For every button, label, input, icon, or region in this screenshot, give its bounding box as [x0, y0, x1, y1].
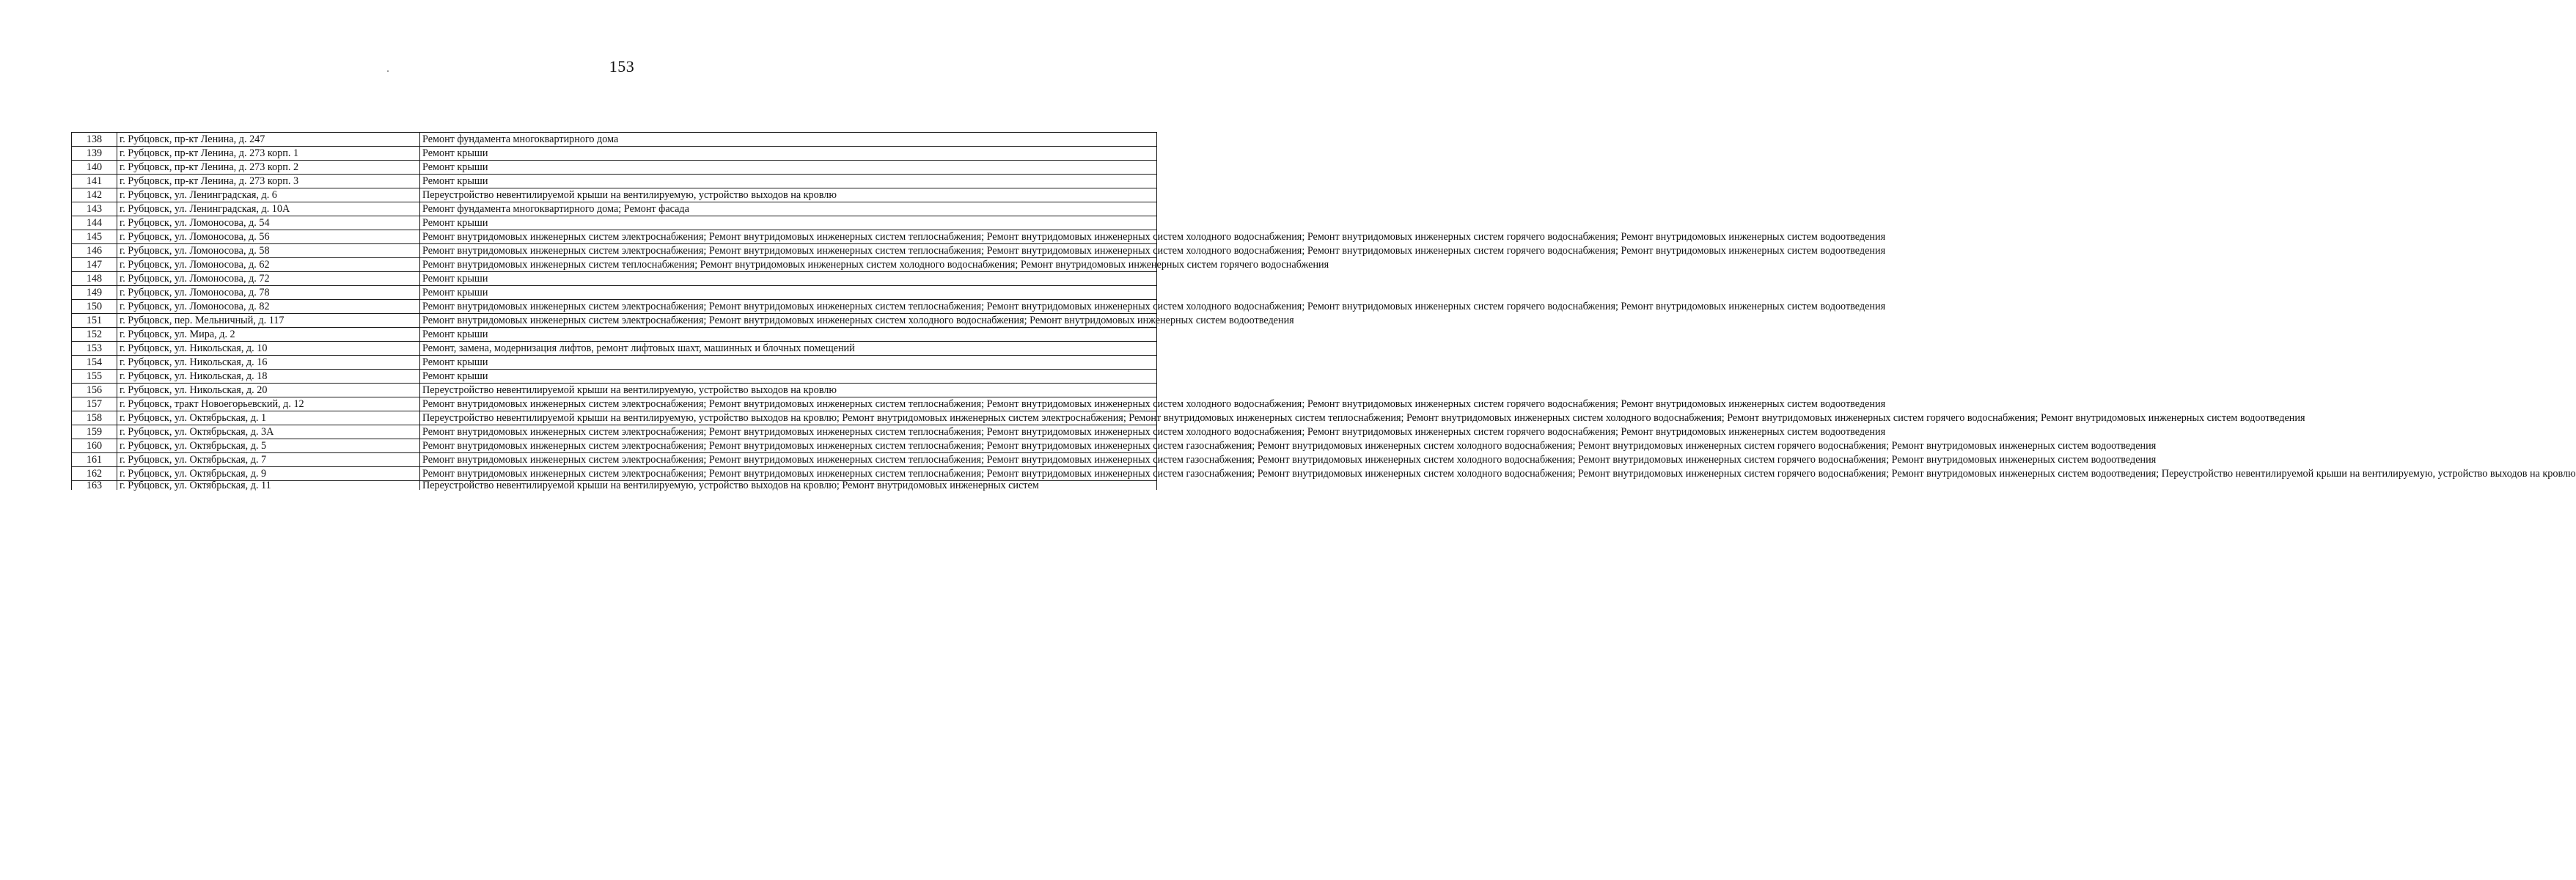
row-works: Переустройство невентилируемой крыши на вентилируемую, устройство выходов на кровлю; Ремонт внутридомовых инженерных систем: [420, 481, 1157, 491]
table-body: [72, 133, 2576, 491]
row-number: 142: [72, 188, 117, 202]
row-address: г. Рубцовск, ул. Октябрьская, д. 5: [117, 439, 420, 453]
row-works: Ремонт внутридомовых инженерных систем электроснабжения; Ремонт внутридомовых инженерных систем теплоснабжения; Ремонт внутридомовых инженерных систем холодного водоснабжения; Ремонт внутридомовых инженерных систем горячего водоснабжения; Ремонт внутридомовых инженерных систем водоотведения: [420, 230, 1157, 244]
table-row: [72, 481, 1157, 491]
row-number: 139: [72, 147, 117, 161]
row-number: 150: [72, 300, 117, 314]
table-row: [72, 244, 1157, 258]
row-works: Ремонт крыши: [420, 161, 1157, 175]
row-address: г. Рубцовск, пр-кт Ленина, д. 273 корп. 3: [117, 175, 420, 188]
row-works: Переустройство невентилируемой крыши на вентилируемую, устройство выходов на кровлю: [420, 384, 1157, 397]
table-row: [72, 384, 1157, 397]
row-address: г. Рубцовск, пр-кт Ленина, д. 273 корп. 1: [117, 147, 420, 161]
row-address: г. Рубцовск, ул. Ленинградская, д. 10А: [117, 202, 420, 216]
row-address: г. Рубцовск, ул. Ломоносова, д. 62: [117, 258, 420, 272]
row-works: Переустройство невентилируемой крыши на вентилируемую, устройство выходов на кровлю: [420, 188, 1157, 202]
table-row: [72, 230, 1157, 244]
row-works: Ремонт внутридомовых инженерных систем электроснабжения; Ремонт внутридомовых инженерных систем теплоснабжения; Ремонт внутридомовых инженерных систем холодного водоснабжения; Ремонт внутридомовых инженерных систем горячего водоснабжения; Ремонт внутридомовых инженерных систем водоотведения: [420, 300, 1157, 314]
row-works: Ремонт внутридомовых инженерных систем электроснабжения; Ремонт внутридомовых инженерных систем холодного водоснабжения; Ремонт внутридомовых инженерных систем водоотведения: [420, 314, 1157, 328]
row-address: г. Рубцовск, ул. Октябрьская, д. 3А: [117, 425, 420, 439]
row-number: 146: [72, 244, 117, 258]
page-number: 153: [609, 57, 635, 76]
row-number: 147: [72, 258, 117, 272]
row-number: 154: [72, 356, 117, 370]
row-works: Ремонт внутридомовых инженерных систем электроснабжения; Ремонт внутридомовых инженерных систем теплоснабжения; Ремонт внутридомовых инженерных систем газоснабжения; Ремонт внутридомовых инженерных систем холодного водоснабжения; Ремонт внутридомовых инженерных систем горячего водоснабжения; Ремонт внутридомовых инженерных систем водоотведения: [420, 453, 1157, 467]
row-address: г. Рубцовск, ул. Ломоносова, д. 56: [117, 230, 420, 244]
table-row: [72, 202, 1157, 216]
row-address: г. Рубцовск, ул. Октябрьская, д. 1: [117, 411, 420, 425]
row-number: 152: [72, 328, 117, 342]
row-number: 143: [72, 202, 117, 216]
row-address: г. Рубцовск, тракт Новоегорьевский, д. 12: [117, 397, 420, 411]
table-row: [72, 411, 1157, 425]
row-number: 161: [72, 453, 117, 467]
row-address: г. Рубцовск, ул. Ломоносова, д. 82: [117, 300, 420, 314]
row-number: 140: [72, 161, 117, 175]
table-row: [72, 467, 1157, 481]
repair-works-table: [71, 132, 2576, 491]
row-number: 156: [72, 384, 117, 397]
table-row: [72, 175, 1157, 188]
row-number: 160: [72, 439, 117, 453]
table-row: [72, 453, 1157, 467]
row-number: 163: [72, 481, 117, 491]
row-number: 157: [72, 397, 117, 411]
row-address: г. Рубцовск, пр-кт Ленина, д. 273 корп. 2: [117, 161, 420, 175]
row-address: г. Рубцовск, пр-кт Ленина, д. 247: [117, 133, 420, 147]
row-works: Ремонт крыши: [420, 147, 1157, 161]
table-row: [72, 397, 1157, 411]
row-address: г. Рубцовск, ул. Ломоносова, д. 54: [117, 216, 420, 230]
row-works: Ремонт крыши: [420, 370, 1157, 384]
table-row: [72, 356, 1157, 370]
row-address: г. Рубцовск, ул. Ломоносова, д. 78: [117, 286, 420, 300]
table-row: [72, 216, 1157, 230]
row-works: Ремонт крыши: [420, 216, 1157, 230]
row-works: Ремонт крыши: [420, 272, 1157, 286]
row-number: 153: [72, 342, 117, 356]
row-number: 145: [72, 230, 117, 244]
row-works: Ремонт фундамента многоквартирного дома; Ремонт фасада: [420, 202, 1157, 216]
row-works: Ремонт крыши: [420, 328, 1157, 342]
table-row: [72, 439, 1157, 453]
row-address: г. Рубцовск, ул. Никольская, д. 18: [117, 370, 420, 384]
row-number: 159: [72, 425, 117, 439]
table-row: [72, 328, 1157, 342]
row-number: 149: [72, 286, 117, 300]
row-number: 148: [72, 272, 117, 286]
row-works: Ремонт внутридомовых инженерных систем электроснабжения; Ремонт внутридомовых инженерных систем теплоснабжения; Ремонт внутридомовых инженерных систем холодного водоснабжения; Ремонт внутридомовых инженерных систем горячего водоснабжения; Ремонт внутридомовых инженерных систем водоотведения: [420, 425, 1157, 439]
row-number: 155: [72, 370, 117, 384]
table-row: [72, 147, 1157, 161]
row-works: Ремонт, замена, модернизация лифтов, ремонт лифтовых шахт, машинных и блочных помещений: [420, 342, 1157, 356]
row-address: г. Рубцовск, ул. Никольская, д. 20: [117, 384, 420, 397]
row-address: г. Рубцовск, ул. Ленинградская, д. 6: [117, 188, 420, 202]
row-number: 162: [72, 467, 117, 481]
row-number: 151: [72, 314, 117, 328]
row-number: 144: [72, 216, 117, 230]
scan-speck: [387, 70, 389, 72]
table-row: [72, 300, 1157, 314]
row-number: 141: [72, 175, 117, 188]
table-row: [72, 133, 1157, 147]
row-address: г. Рубцовск, ул. Никольская, д. 10: [117, 342, 420, 356]
row-address: г. Рубцовск, пер. Мельничный, д. 117: [117, 314, 420, 328]
row-works: Ремонт крыши: [420, 286, 1157, 300]
table-row: [72, 370, 1157, 384]
table-row: [72, 258, 1157, 272]
table-row: [72, 161, 1157, 175]
row-address: г. Рубцовск, ул. Октябрьская, д. 11: [117, 481, 420, 491]
row-works: Ремонт внутридомовых инженерных систем электроснабжения; Ремонт внутридомовых инженерных систем теплоснабжения; Ремонт внутридомовых инженерных систем газоснабжения; Ремонт внутридомовых инженерных систем холодного водоснабжения; Ремонт внутридомовых инженерных систем горячего водоснабжения; Ремонт внутридомовых инженерных систем водоотведения: [420, 439, 1157, 453]
row-works: Ремонт крыши: [420, 356, 1157, 370]
row-address: г. Рубцовск, ул. Ломоносова, д. 58: [117, 244, 420, 258]
row-works: Ремонт фундамента многоквартирного дома: [420, 133, 1157, 147]
row-address: г. Рубцовск, ул. Октябрьская, д. 7: [117, 453, 420, 467]
row-number: 158: [72, 411, 117, 425]
table-row: [72, 314, 1157, 328]
row-works: Ремонт внутридомовых инженерных систем электроснабжения; Ремонт внутридомовых инженерных систем теплоснабжения; Ремонт внутридомовых инженерных систем холодного водоснабжения; Ремонт внутридомовых инженерных систем горячего водоснабжения; Ремонт внутридомовых инженерных систем водоотведения: [420, 244, 1157, 258]
row-address: г. Рубцовск, ул. Ломоносова, д. 72: [117, 272, 420, 286]
table-row: [72, 342, 1157, 356]
row-number: 138: [72, 133, 117, 147]
row-address: г. Рубцовск, ул. Мира, д. 2: [117, 328, 420, 342]
row-works: Ремонт внутридомовых инженерных систем электроснабжения; Ремонт внутридомовых инженерных систем теплоснабжения; Ремонт внутридомовых инженерных систем холодного водоснабжения; Ремонт внутридомовых инженерных систем горячего водоснабжения; Ремонт внутридомовых инженерных систем водоотведения: [420, 397, 1157, 411]
row-address: г. Рубцовск, ул. Никольская, д. 16: [117, 356, 420, 370]
table-row: [72, 286, 1157, 300]
table-row: [72, 272, 1157, 286]
row-address: г. Рубцовск, ул. Октябрьская, д. 9: [117, 467, 420, 481]
row-works: Переустройство невентилируемой крыши на вентилируемую, устройство выходов на кровлю; Ремонт внутридомовых инженерных систем электроснабжения; Ремонт внутридомовых инженерных систем теплоснабжения; Ремонт внутридомовых инженерных систем холодного водоснабжения; Ремонт внутридомовых инженерных систем горячего водоснабжения; Ремонт внутридомовых инженерных систем водоотведения: [420, 411, 1157, 425]
table-row: [72, 425, 1157, 439]
row-works: Ремонт крыши: [420, 175, 1157, 188]
row-works: Ремонт внутридомовых инженерных систем теплоснабжения; Ремонт внутридомовых инженерных систем холодного водоснабжения; Ремонт внутридомовых инженерных систем горячего водоснабжения: [420, 258, 1157, 272]
table-row: [72, 188, 1157, 202]
row-works: Ремонт внутридомовых инженерных систем электроснабжения; Ремонт внутридомовых инженерных систем теплоснабжения; Ремонт внутридомовых инженерных систем газоснабжения; Ремонт внутридомовых инженерных систем холодного водоснабжения; Ремонт внутридомовых инженерных систем горячего водоснабжения; Ремонт внутридомовых инженерных систем водоотведения; Переустройство невентилируемой крыши на вентилируемую, устройство выходов на кровлю: [420, 467, 1157, 481]
